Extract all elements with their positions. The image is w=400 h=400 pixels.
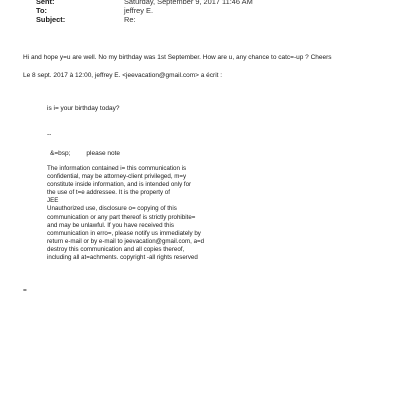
please-note-prefix: &=bsp; <box>50 150 71 157</box>
disclaimer-line: JEE <box>47 197 59 205</box>
to-label: To: <box>36 6 47 16</box>
greeting-text: Hi and hope y=u are well. No my birthday was 1st September. How are u, any chance to catc=-up ? Cheers <box>23 54 332 61</box>
sent-value: Saturday, September 9, 2017 11:46 AM <box>124 0 253 6</box>
signature-dash: -- <box>47 131 52 138</box>
disclaimer-line: destroy this communication and all copies thereof, <box>47 245 185 253</box>
reply-attribution: Le 8 sept. 2017 à 12:00, jeffrey E. <jeevacation@gmail.com> a écrit : <box>23 72 223 79</box>
disclaimer-line: Unauthorized use, disclosure o= copying of this <box>47 205 177 213</box>
disclaimer-line: communication in erro=, please notify us immediately by <box>47 229 201 237</box>
disclaimer-line: confidential, may be attorney-client privileged, m=y <box>47 173 187 181</box>
subject-value: Re: <box>124 15 136 25</box>
disclaimer-line: including all at=achments. copyright -all rights reserved <box>47 254 198 262</box>
disclaimer-line: communication or any part thereof is strictly prohibite= <box>47 213 196 221</box>
confidentiality-disclaimer <box>47 165 204 262</box>
quoted-question: is i= your birthday today? <box>47 105 120 112</box>
to-row <box>36 6 253 15</box>
please-note-line <box>50 149 120 158</box>
email-headers <box>36 0 253 25</box>
subject-row <box>36 15 253 24</box>
disclaimer-line: constitute inside information, and is intended only for <box>47 181 192 189</box>
subject-label: Subject: <box>36 15 66 25</box>
disclaimer-line: The information contained i= this communication is <box>47 165 187 172</box>
to-value: jeffrey E. <box>124 6 154 16</box>
please-note-text: please note <box>86 150 121 157</box>
trailing-equals: = <box>23 287 27 294</box>
disclaimer-line: return e-mail or by e-mail to jeevacation@gmail.com, a=d <box>47 237 205 245</box>
disclaimer-line: and may be unlawful. If you have received this <box>47 221 174 229</box>
sent-label: Sent: <box>36 0 55 6</box>
disclaimer-line: the use of t=e addressee. It is the property of <box>47 189 170 197</box>
